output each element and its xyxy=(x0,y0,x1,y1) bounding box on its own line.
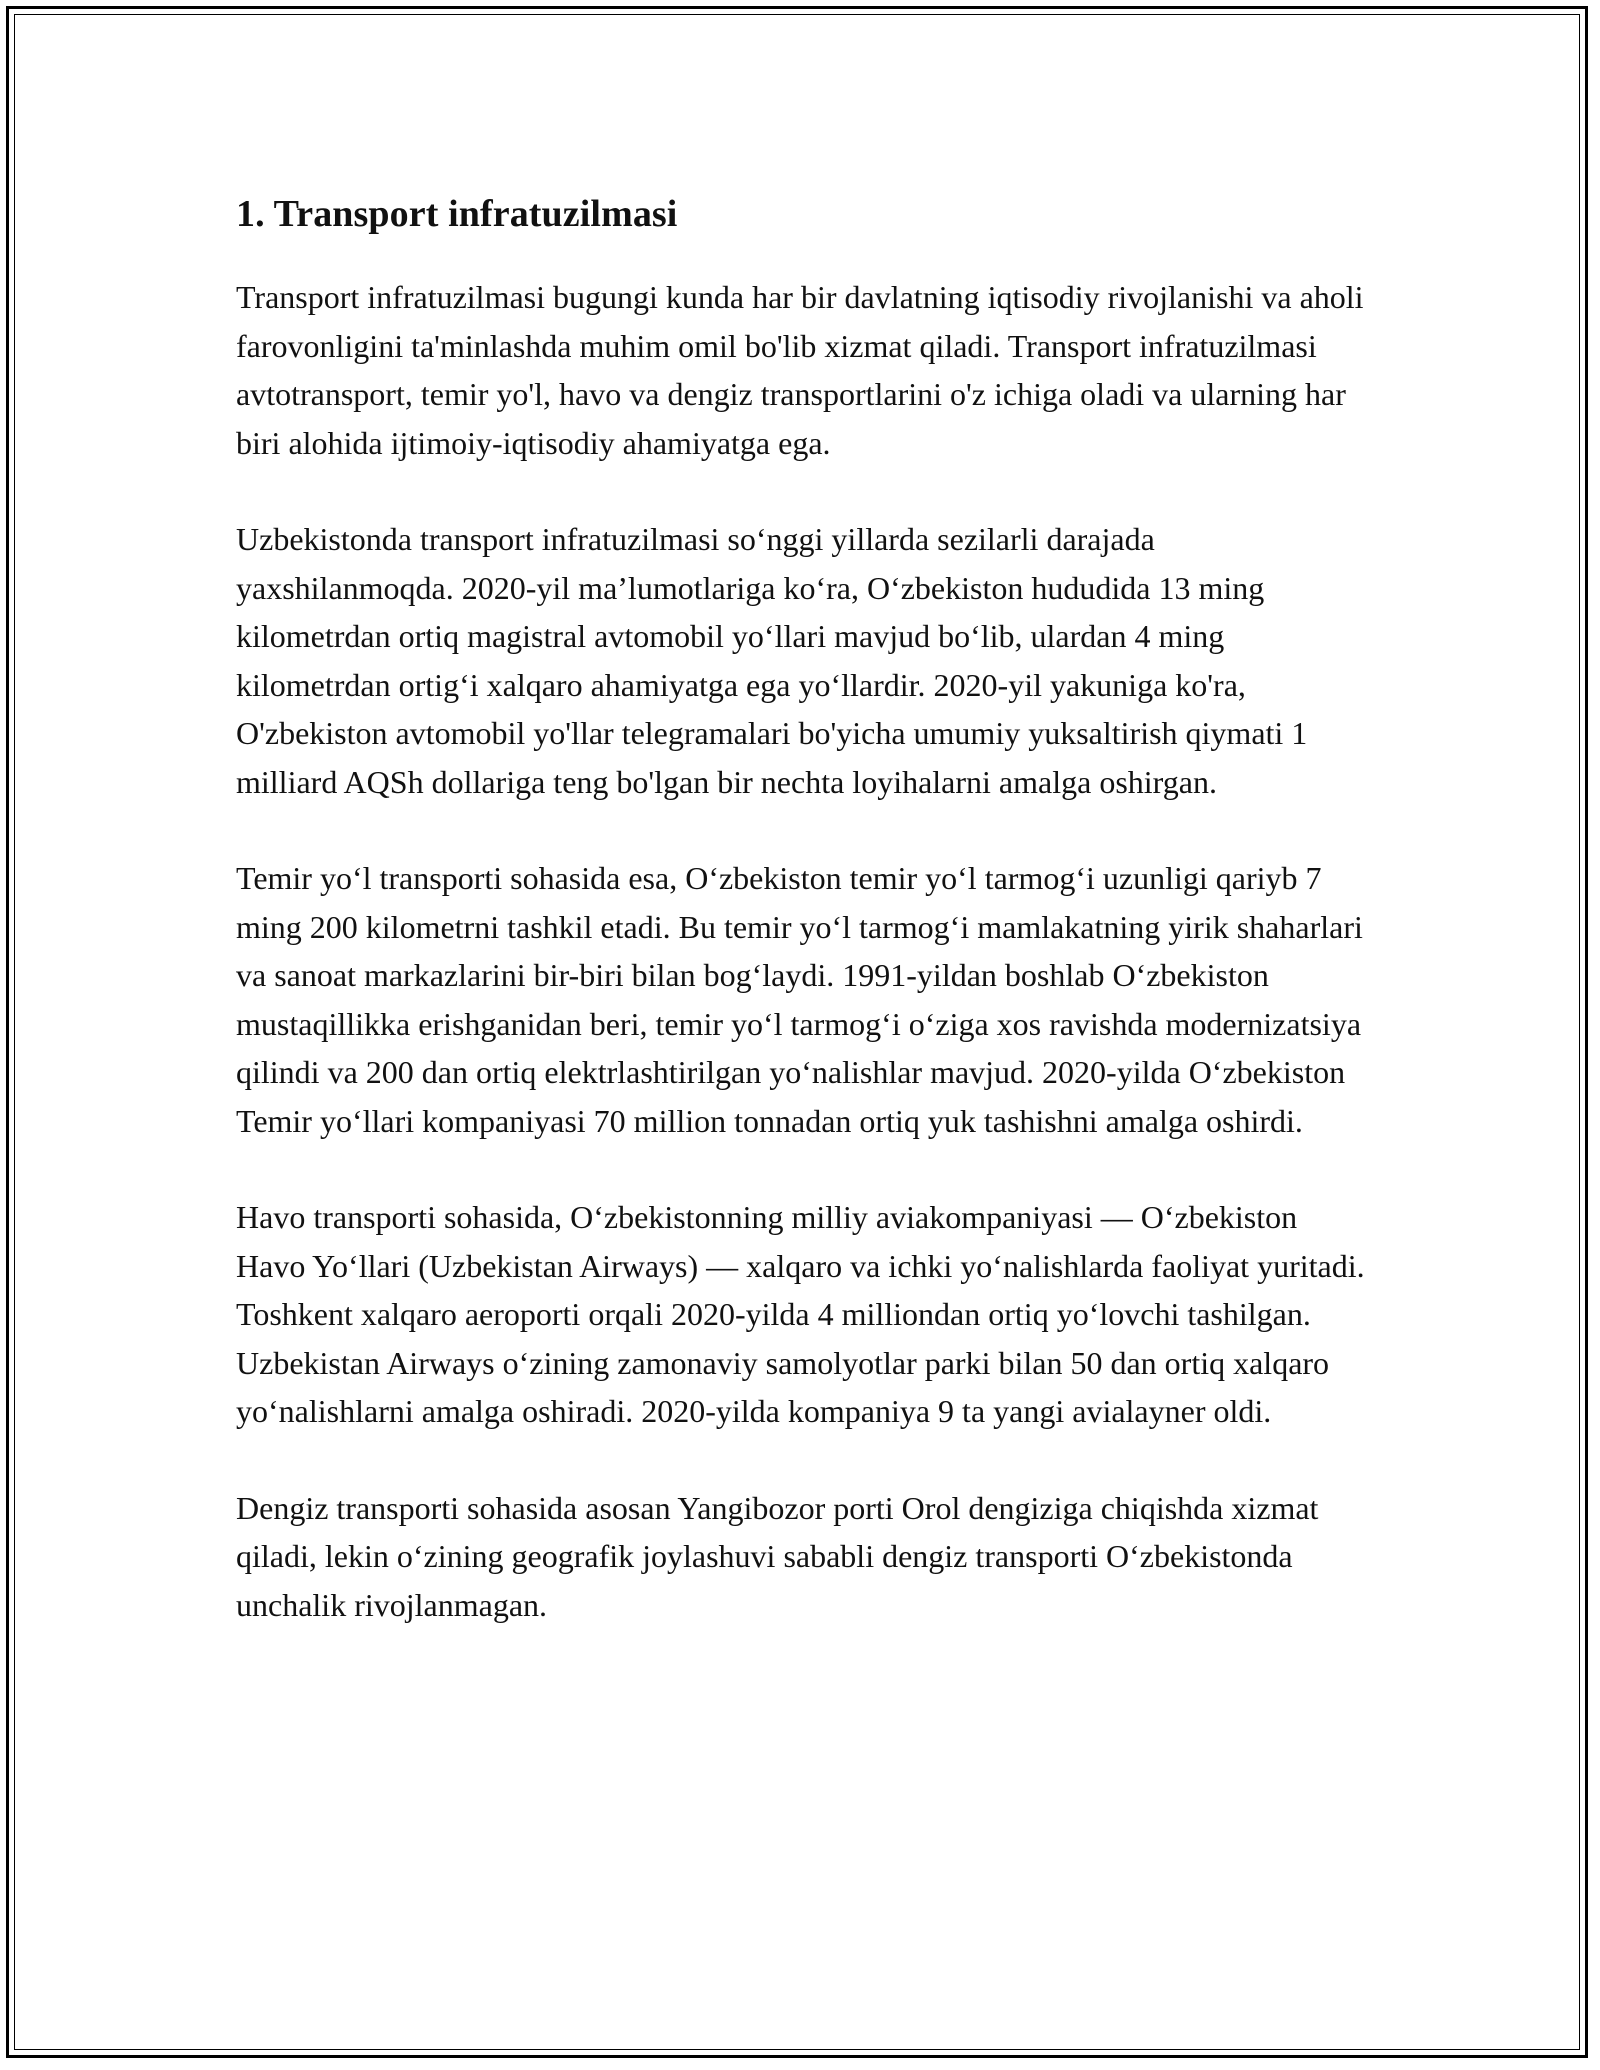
paragraph-air-transport: Havo transporti sohasida, O‘zbekistonning milliy aviakompaniyasi — O‘zbekiston Havo Yo‘llari (Uzbekistan Airways) — xalqaro va ichki yo‘nalishlarda faoliyat yuritadi. Toshkent xalqaro aeroporti orqali 2020-yilda 4 milliondan ortiq yo‘lovchi tashilgan. Uzbekistan Airways o‘zining zamonaviy samolyotlar parki bilan 50 dan ortiq xalqaro yo‘nalishlarni amalga oshiradi. 2020-yilda kompaniya 9 ta yangi avialayner oldi. xyxy=(236,1199,1365,1429)
paragraph-sea-transport: Dengiz transporti sohasida asosan Yangibozor porti Orol dengiziga chiqishda xizmat qiladi, lekin o‘zining geografik joylashuvi sababli dengiz transporti O‘zbekistonda unchalik rivojlanmagan. xyxy=(236,1489,1319,1623)
paragraph-rail-transport: Temir yo‘l transporti sohasida esa, O‘zbekiston temir yo‘l tarmog‘i uzunligi qariyb 7 ming 200 kilometrni tashkil etadi. Bu temir yo‘l tarmog‘i mamlakatning yirik shaharlari va sanoat markazlarini bir-biri bilan bog‘laydi. 1991-yildan boshlab O‘zbekiston mustaqillikka erishganidan beri, temir yo‘l tarmog‘i o‘ziga xos ravishda modernizatsiya qilindi va 200 dan ortiq elektrlashtirilgan yo‘nalishlar mavjud. 2020-yilda O‘zbekiston Temir yo‘llari kompaniyasi 70 million tonnadan ortiq yuk tashishni amalga oshirdi. xyxy=(236,860,1363,1139)
paragraph-road-transport: Uzbekistonda transport infratuzilmasi so‘nggi yillarda sezilarli darajada yaxshilanmoqda. 2020-yil ma’lumotlariga ko‘ra, O‘zbekiston hududida 13 ming kilometrdan ortiq magistral avtomobil yo‘llari mavjud bo‘lib, ulardan 4 ming kilometrdan ortig‘i xalqaro ahamiyatga ega yo‘llardir. 2020-yil yakuniga ko'ra, O'zbekiston avtomobil yo'llar telegramalari bo'yicha umumiy yuksaltirish qiymati 1 milliard AQSh dollariga teng bo'lgan bir nechta loyihalarni amalga oshirgan. xyxy=(236,521,1308,800)
section-heading: 1. Transport infratuzilmasi xyxy=(236,193,678,235)
paragraph-intro: Transport infratuzilmasi bugungi kunda har bir davlatning iqtisodiy rivojlanishi va aholi farovonligini ta'minlashda muhim omil bo'lib xizmat qiladi. Transport infratuzilmasi avtotransport, temir yo'l, havo va dengiz transportlarini o'z ichiga oladi va ularning har biri alohida ijtimoiy-iqtisodiy ahamiyatga ega. xyxy=(236,279,1364,461)
document-body xyxy=(236,185,1368,1677)
